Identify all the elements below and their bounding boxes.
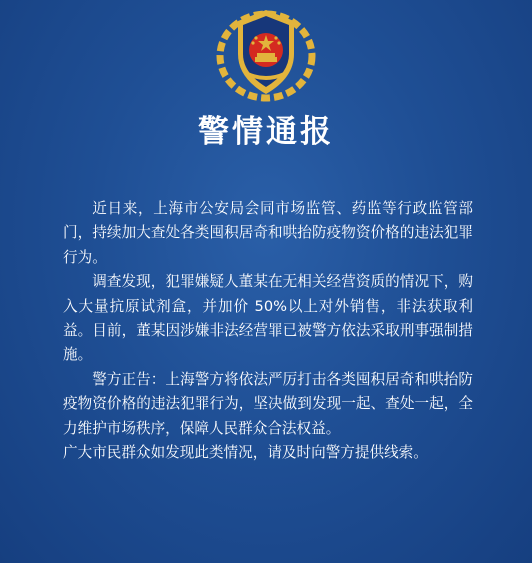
notice-paragraph: 近日来，上海市公安局会同市场监管、药监等行政监管部门，持续加大查处各类囤积居奇和哄抬防疫物资价格的违法犯罪行为。 [63,200,473,266]
police-badge-icon [214,6,318,102]
notice-paragraph: 警方正告：上海警方将依法严厉打击各类囤积居奇和哄抬防疫物资价格的违法犯罪行为，坚决做到发现一起、查处一起，全力维护市场秩序，保障人民群众合法权益。 [63,370,473,437]
notice-paragraph: 广大市民群众如发现此类情况，请及时向警方提供线索。 [63,444,428,462]
notice-paragraph: 调查发现，犯罪嫌疑人董某在无相关经营资质的情况下，购入大量抗原试剂盒，并加价 50%以上对外销售，非法获取利益。目前，董某因涉嫌非法经营罪已被警方依法采取刑事强制措施。 [63,273,473,364]
notice-title: 警情通报 [198,114,334,150]
notice-body [63,197,473,465]
